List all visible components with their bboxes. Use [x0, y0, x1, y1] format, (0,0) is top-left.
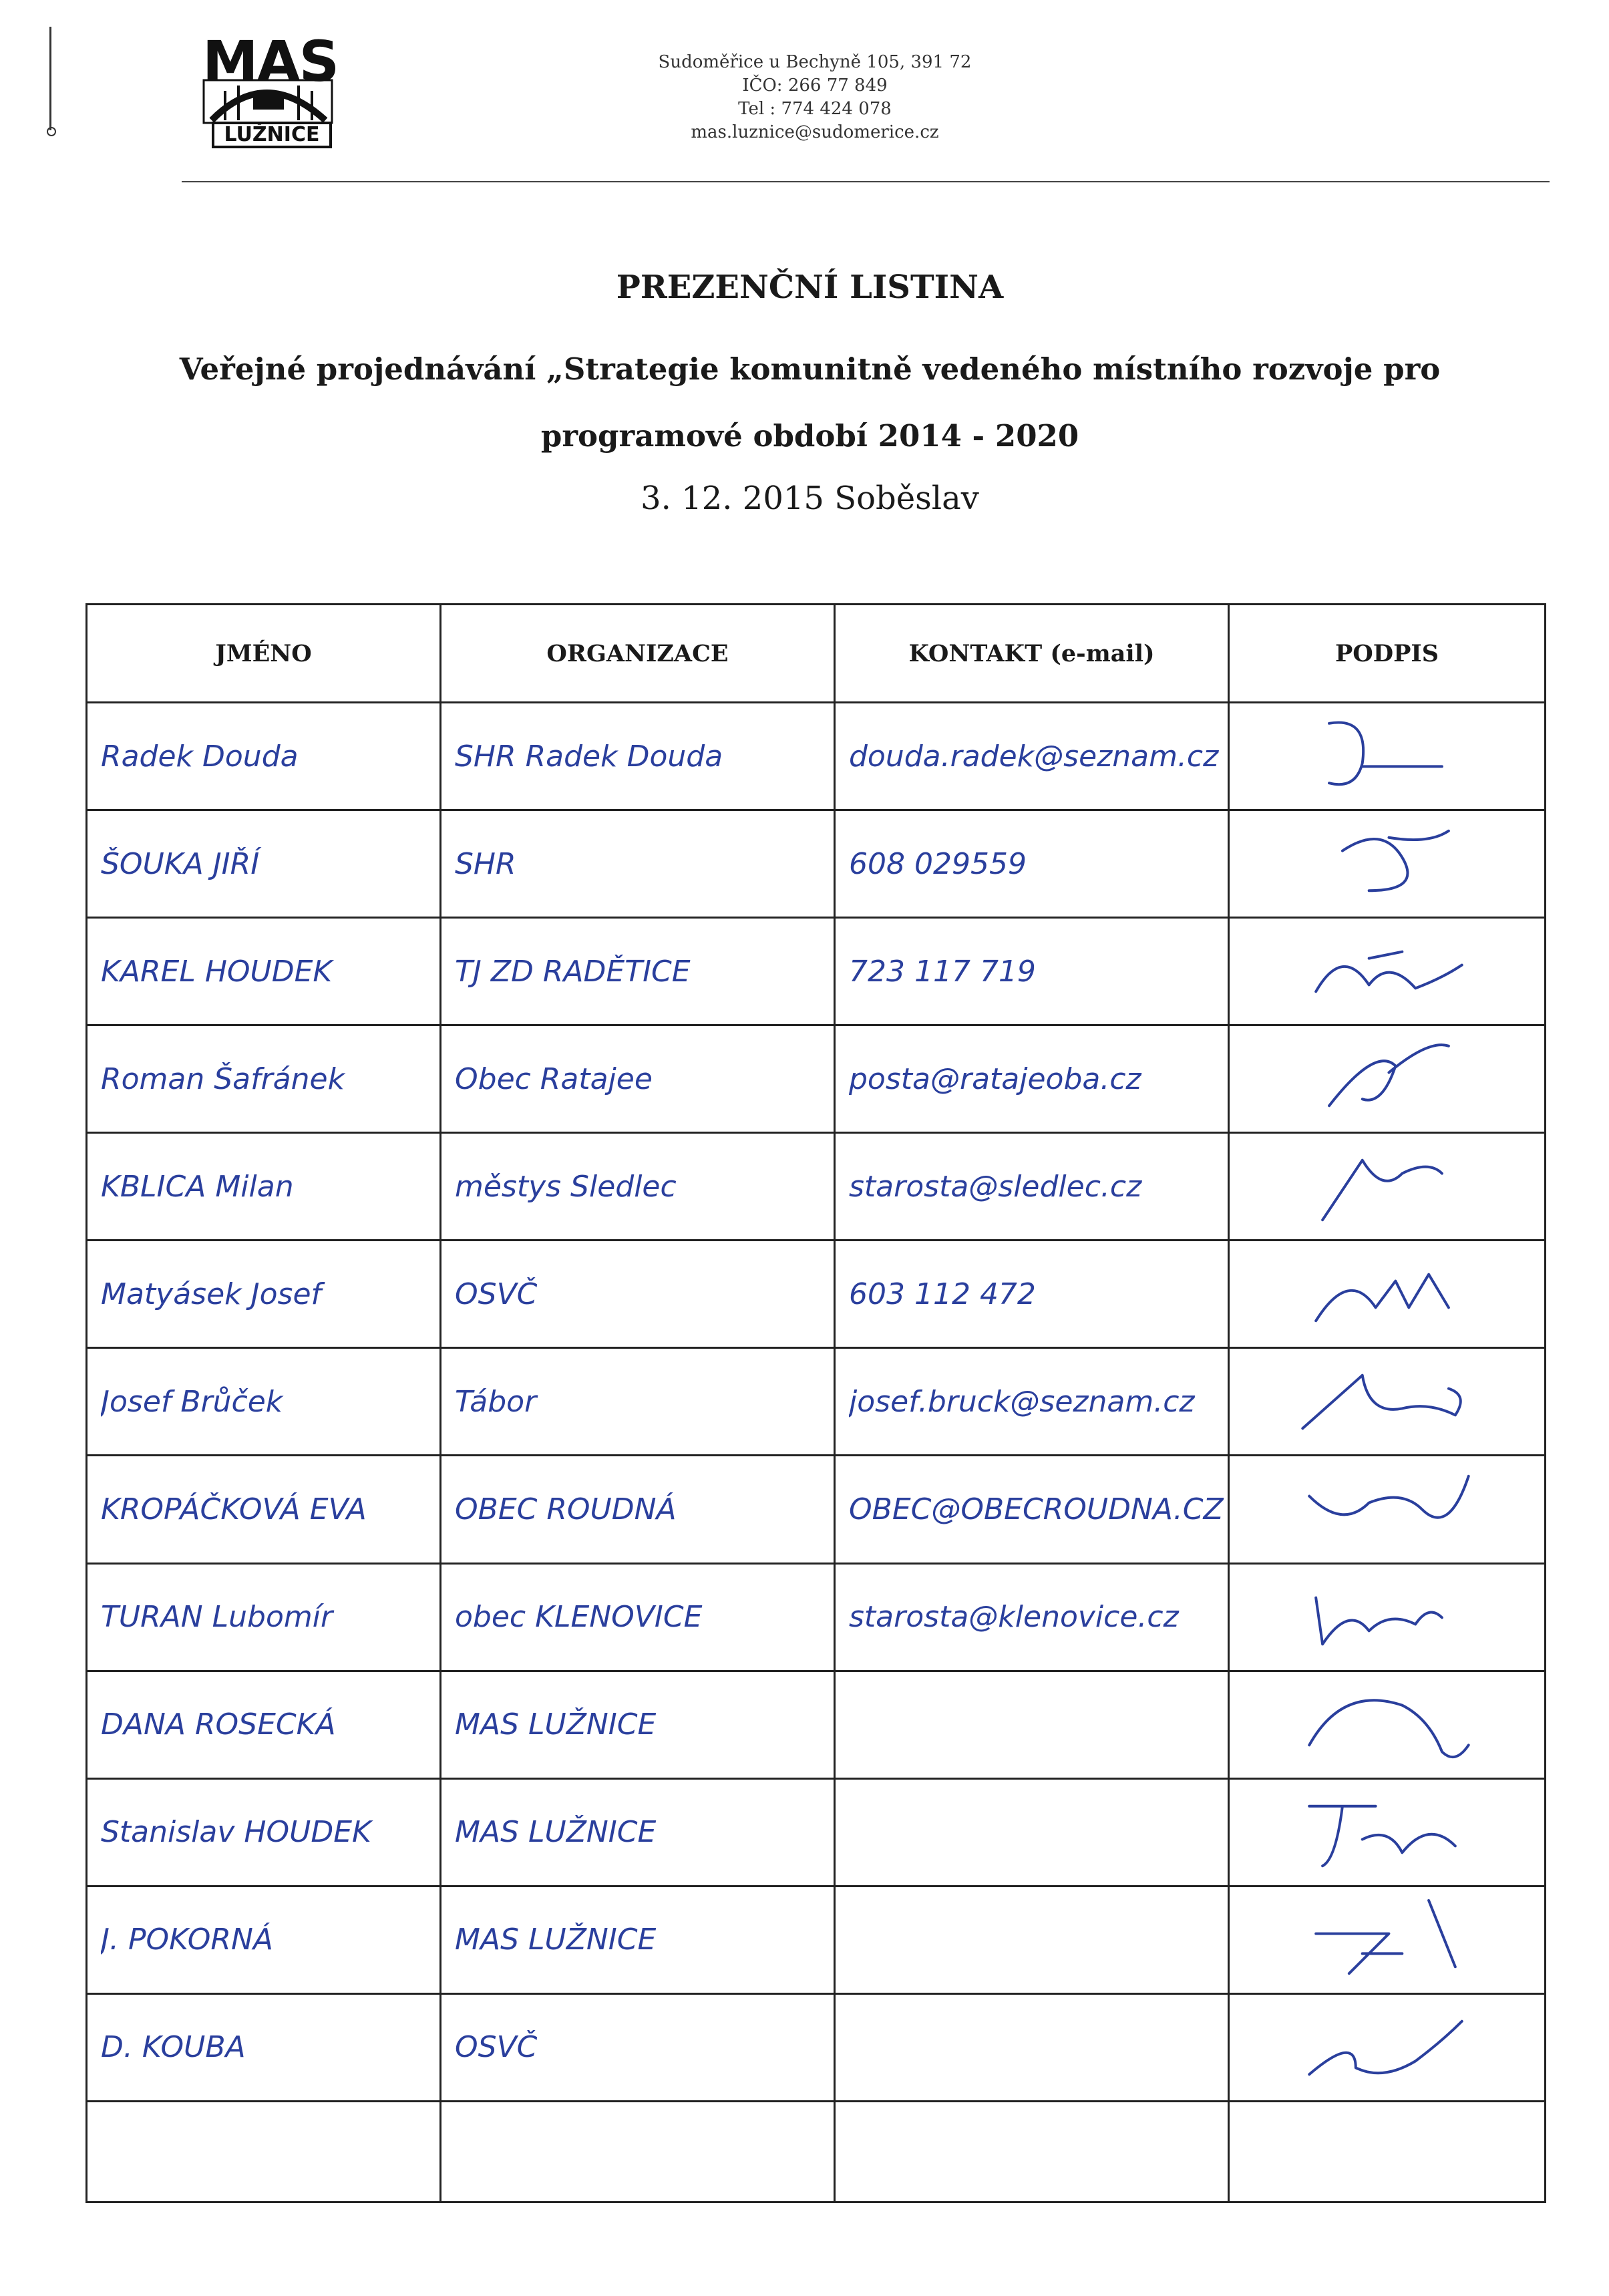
attendee-organization-cell	[441, 1993, 835, 2101]
attendee-name-text: Radek Douda	[101, 739, 299, 774]
attendee-organization-cell	[441, 1563, 835, 1671]
attendee-organization-cell	[441, 1778, 835, 1886]
attendee-name-cell	[87, 1456, 441, 1563]
attendee-organization-cell	[441, 918, 835, 1025]
attendee-organization-cell	[441, 1456, 835, 1563]
attendee-contact-text: 723 117 719	[849, 954, 1036, 989]
attendee-organization-text: OBEC ROUDNÁ	[455, 1492, 677, 1526]
subtitle-line-1: Veřejné projednávání „Strategie komunitně vedeného místního rozvoje pro	[179, 351, 1441, 387]
punch-hole	[47, 127, 56, 136]
document-title: PREZENČNÍ LISTINA	[616, 269, 1004, 306]
attendee-contact-cell	[835, 1456, 1229, 1563]
punch-mark	[49, 27, 55, 130]
attendee-name-cell	[87, 1671, 441, 1778]
handwritten-signature	[1230, 1672, 1544, 1770]
attendee-signature-cell	[1229, 1886, 1546, 1993]
email-address: mas.luznice@sudomerice.cz	[691, 122, 939, 142]
title-block	[134, 264, 1486, 522]
attendee-name-text: KBLICA Milan	[101, 1169, 294, 1204]
table-row	[87, 1993, 1546, 2101]
attendee-organization-cell	[441, 2101, 835, 2202]
attendee-name-cell	[87, 1241, 441, 1348]
attendee-contact-text: posta@ratajeoba.cz	[849, 1061, 1141, 1096]
handwritten-signature	[1230, 1456, 1544, 1554]
attendee-organization-cell	[441, 703, 835, 810]
handwritten-signature	[1230, 1887, 1544, 1985]
handwritten-signature	[1230, 919, 1544, 1017]
attendee-name-text: Stanislav HOUDEK	[101, 1815, 371, 1850]
attendee-name-cell	[87, 918, 441, 1025]
signature-stroke	[1316, 1901, 1455, 1973]
attendee-name-cell	[87, 1778, 441, 1886]
table-row	[87, 810, 1546, 918]
attendee-name-text: KAREL HOUDEK	[101, 954, 333, 989]
table-row	[87, 2101, 1546, 2202]
signature-stroke	[1322, 1160, 1442, 1220]
handwritten-signature	[1230, 1995, 1544, 2093]
attendee-organization-text: Tábor	[455, 1384, 537, 1419]
table-row	[87, 1671, 1546, 1778]
attendee-contact-cell	[835, 1133, 1229, 1241]
address-line: Sudoměřice u Bechyně 105, 391 72	[658, 52, 972, 72]
column-header-contact: KONTAKT (e-mail)	[835, 605, 1229, 703]
handwritten-signature	[1230, 703, 1544, 802]
attendee-contact-cell	[835, 918, 1229, 1025]
header-divider	[182, 181, 1550, 182]
attendee-signature-cell	[1229, 810, 1546, 918]
attendee-signature-cell	[1229, 1993, 1546, 2101]
subtitle-line-2: programové období 2014 - 2020	[540, 418, 1079, 454]
attendee-contact-cell	[835, 1348, 1229, 1456]
attendee-signature-cell	[1229, 1348, 1546, 1456]
attendee-name-text: Josef Brůček	[101, 1384, 283, 1419]
attendee-signature-cell	[1229, 1241, 1546, 1348]
document-subtitle	[134, 336, 1486, 470]
attendee-organization-text: OSVČ	[455, 2030, 538, 2065]
attendee-organization-cell	[441, 1671, 835, 1778]
logo-mas-luznice	[198, 29, 339, 151]
attendee-name-text: Matyásek Josef	[101, 1277, 322, 1311]
handwritten-signature	[1230, 1565, 1544, 1663]
attendee-organization-text: SHR Radek Douda	[455, 739, 723, 774]
table-row	[87, 1241, 1546, 1348]
attendee-organization-cell	[441, 1133, 835, 1241]
phone-number: Tel : 774 424 078	[738, 99, 892, 119]
table-row	[87, 1778, 1546, 1886]
attendee-organization-cell	[441, 1241, 835, 1348]
handwritten-signature	[1230, 811, 1544, 909]
attendee-signature-cell	[1229, 2101, 1546, 2202]
company-id: IČO: 266 77 849	[742, 75, 888, 96]
attendee-organization-cell	[441, 1025, 835, 1133]
table-row	[87, 1348, 1546, 1456]
attendee-contact-cell	[835, 1993, 1229, 2101]
attendee-signature-cell	[1229, 1671, 1546, 1778]
attendee-signature-cell	[1229, 918, 1546, 1025]
table-row	[87, 1133, 1546, 1241]
signature-stroke	[1316, 1597, 1442, 1644]
attendee-contact-cell	[835, 1025, 1229, 1133]
attendee-signature-cell	[1229, 1456, 1546, 1563]
attendee-name-text: Roman Šafránek	[101, 1061, 345, 1096]
attendee-organization-cell	[441, 810, 835, 918]
table-row	[87, 918, 1546, 1025]
signature-stroke	[1309, 1476, 1468, 1518]
attendee-name-cell	[87, 1993, 441, 2101]
attendee-organization-text: Obec Ratajee	[455, 1061, 653, 1096]
handwritten-signature	[1230, 1026, 1544, 1124]
address-block	[601, 51, 1029, 144]
attendee-organization-cell	[441, 1886, 835, 1993]
attendee-name-text: J. POKORNÁ	[101, 1923, 274, 1957]
attendee-name-text: KROPÁČKOVÁ EVA	[101, 1492, 367, 1526]
attendee-contact-cell	[835, 1563, 1229, 1671]
attendee-organization-text: MAS LUŽNICE	[455, 1923, 657, 1957]
date-place: 3. 12. 2015 Soběslav	[641, 480, 979, 517]
signature-stroke	[1343, 831, 1449, 890]
table-row	[87, 1886, 1546, 1993]
handwritten-signature	[1230, 1349, 1544, 1447]
logo-luznice-text: LUŽNICE	[212, 122, 332, 148]
attendance-table	[85, 603, 1546, 2203]
table-row	[87, 1456, 1546, 1563]
attendee-contact-text: starosta@klenovice.cz	[849, 1600, 1179, 1635]
attendee-name-cell	[87, 810, 441, 918]
attendee-contact-text: josef.bruck@seznam.cz	[849, 1384, 1195, 1419]
attendee-name-cell	[87, 703, 441, 810]
attendee-signature-cell	[1229, 703, 1546, 810]
attendee-organization-text: TJ ZD RADĚTICE	[455, 954, 691, 989]
table-row	[87, 1563, 1546, 1671]
table-header-row	[87, 605, 1546, 703]
column-header-name: JMÉNO	[87, 605, 441, 703]
table-row	[87, 703, 1546, 810]
signature-stroke	[1329, 1045, 1449, 1106]
attendee-contact-cell	[835, 703, 1229, 810]
attendee-contact-cell	[835, 1778, 1229, 1886]
attendee-name-text: ŠOUKA JIŘÍ	[101, 846, 260, 881]
handwritten-signature	[1230, 1241, 1544, 1339]
attendee-signature-cell	[1229, 1563, 1546, 1671]
attendee-contact-cell	[835, 810, 1229, 918]
attendee-contact-text: 603 112 472	[849, 1277, 1036, 1311]
attendee-contact-text: douda.radek@seznam.cz	[849, 739, 1219, 774]
signature-stroke	[1316, 952, 1462, 992]
logo-mas-text: MAS	[202, 29, 339, 94]
attendee-organization-text: obec KLENOVICE	[455, 1600, 703, 1635]
attendee-name-text: DANA ROSECKÁ	[101, 1707, 336, 1742]
attendee-name-cell	[87, 1563, 441, 1671]
signature-stroke	[1302, 1375, 1460, 1428]
attendee-organization-text: městys Sledlec	[455, 1169, 677, 1204]
handwritten-signature	[1230, 1134, 1544, 1232]
attendee-name-cell	[87, 1886, 441, 1993]
attendee-name-cell	[87, 2101, 441, 2202]
attendee-name-cell	[87, 1348, 441, 1456]
attendee-signature-cell	[1229, 1133, 1546, 1241]
column-header-signature: PODPIS	[1229, 605, 1546, 703]
signature-stroke	[1309, 1806, 1455, 1865]
attendee-name-cell	[87, 1025, 441, 1133]
attendee-contact-text: 608 029559	[849, 846, 1027, 881]
table-body	[87, 703, 1546, 2202]
attendee-name-cell	[87, 1133, 441, 1241]
column-header-organization: ORGANIZACE	[441, 605, 835, 703]
attendee-organization-text: MAS LUŽNICE	[455, 1707, 657, 1742]
attendee-contact-cell	[835, 1671, 1229, 1778]
signature-stroke	[1309, 2021, 1462, 2074]
attendee-signature-cell	[1229, 1025, 1546, 1133]
attendee-contact-cell	[835, 1886, 1229, 1993]
signature-stroke	[1309, 1700, 1468, 1757]
attendee-contact-text: OBEC@OBECROUDNA.CZ	[849, 1492, 1224, 1526]
attendee-organization-cell	[441, 1348, 835, 1456]
attendee-organization-text: OSVČ	[455, 1277, 538, 1311]
attendee-organization-text: MAS LUŽNICE	[455, 1815, 657, 1850]
attendee-name-text: TURAN Lubomír	[101, 1600, 333, 1635]
attendee-contact-cell	[835, 1241, 1229, 1348]
attendee-signature-cell	[1229, 1778, 1546, 1886]
handwritten-signature	[1230, 1780, 1544, 1878]
table-row	[87, 1025, 1546, 1133]
attendee-contact-text: starosta@sledlec.cz	[849, 1169, 1142, 1204]
attendee-name-text: D. KOUBA	[101, 2030, 246, 2065]
attendee-organization-text: SHR	[455, 846, 516, 881]
signature-stroke	[1316, 1275, 1449, 1321]
signature-stroke	[1329, 723, 1442, 785]
attendee-contact-cell	[835, 2101, 1229, 2202]
